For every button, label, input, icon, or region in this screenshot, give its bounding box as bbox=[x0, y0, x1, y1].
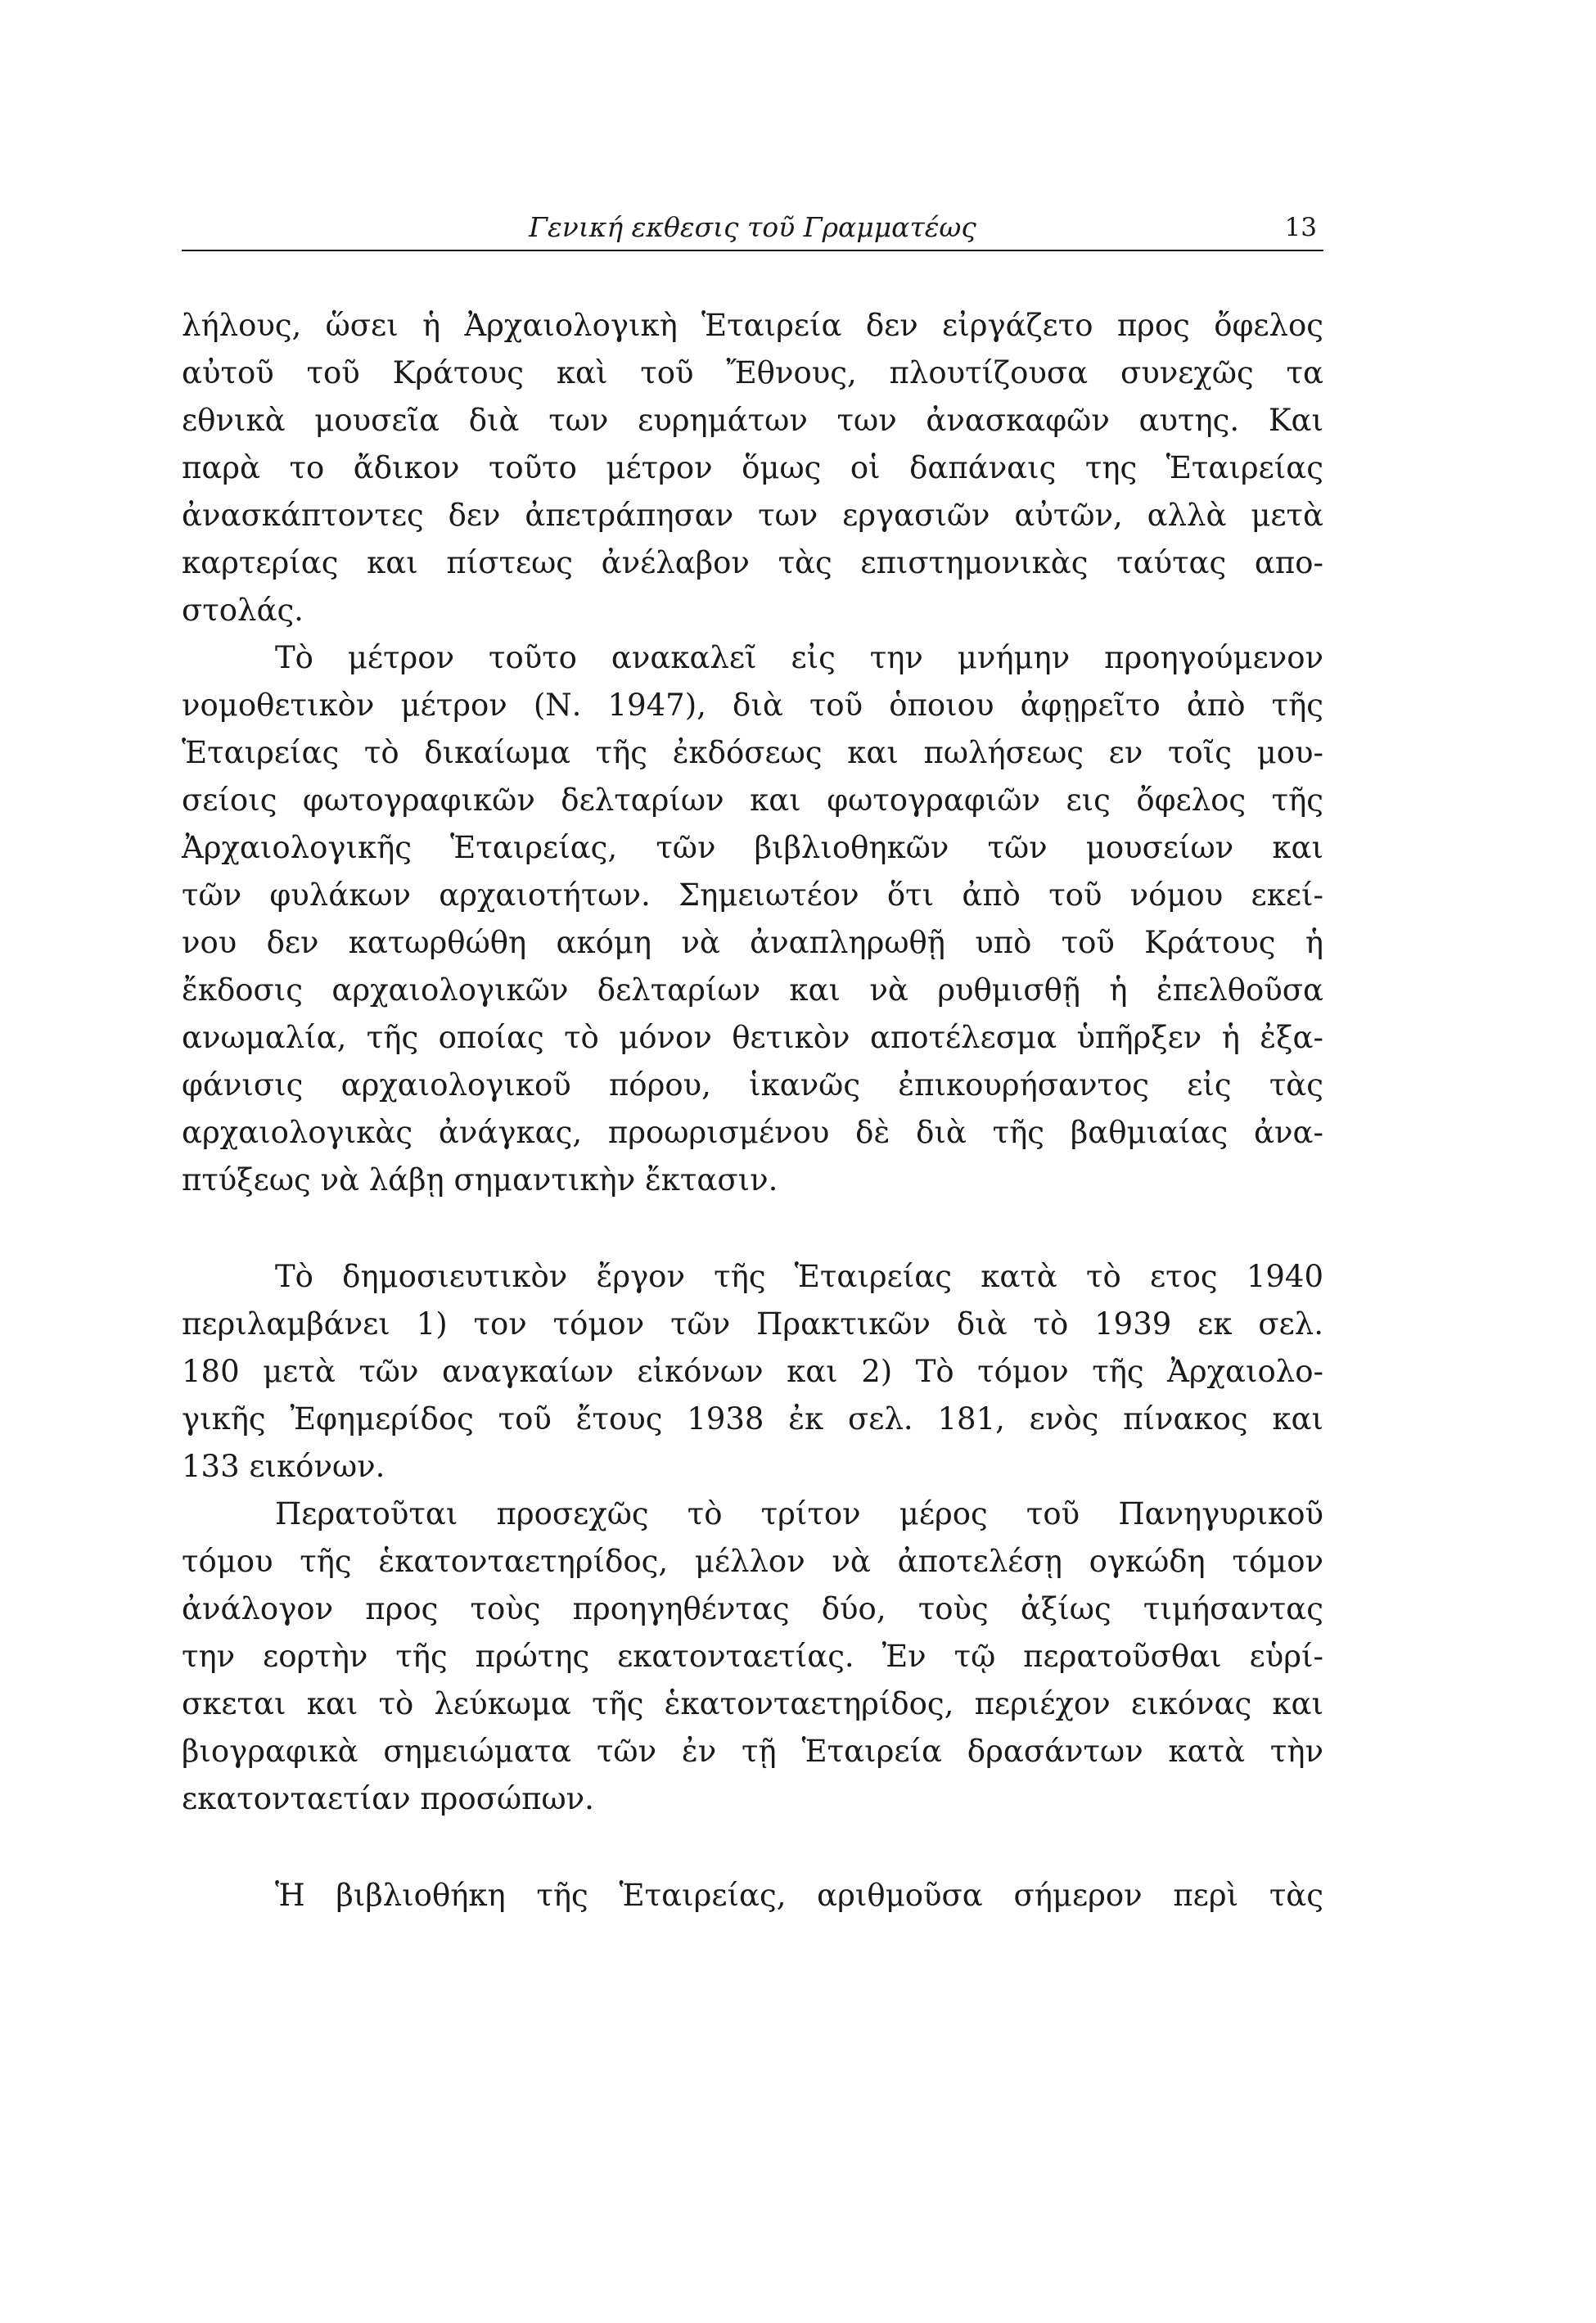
text-line: εκατονταετίαν προσώπων. bbox=[182, 1781, 594, 1816]
text-line: νου δεν κατωρθώθη ακόμη νὰ ἀναπληρωθῇ υπὸ τοῦ Κράτους ἡ bbox=[182, 925, 1323, 960]
text-line: σείοις φωτογραφικῶν δελταρίων και φωτογραφιῶν εις ὄφελος τῆς bbox=[182, 783, 1323, 818]
text-line: την εορτὴν τῆς πρώτης εκατονταετίας. Ἐν τῷ περατοῦσθαι εὑρί- bbox=[182, 1639, 1323, 1674]
text-line: 180 μετὰ τῶν αναγκαίων εἰκόνων και 2) Τὸ τόμον τῆς Ἀρχαιολο- bbox=[182, 1354, 1323, 1389]
text-line: ἔκδοσις αρχαιολογικῶν δελταρίων και νὰ ρυθμισθῇ ἡ ἐπελθοῦσα bbox=[182, 972, 1323, 1008]
text-line: στολάς. bbox=[182, 593, 304, 628]
text-line: περιλαμβάνει 1) τον τόμον τῶν Πρακτικῶν διὰ τὸ 1939 εκ σελ. bbox=[182, 1306, 1323, 1342]
text-line: 133 εικόνων. bbox=[182, 1449, 385, 1484]
text-line: τόμου τῆς ἑκατονταετηρίδος, μέλλον νὰ ἀποτελέσῃ ογκώδη τόμον bbox=[182, 1544, 1323, 1579]
text-line: Τὸ μέτρον τοῦτο ανακαλεῖ εἰς την μνήμην προηγούμενον bbox=[275, 640, 1323, 675]
text-line: νομοθετικὸν μέτρον (Ν. 1947), διὰ τοῦ ὁποιου ἀφῃρεῖτο ἀπὸ τῆς bbox=[182, 688, 1323, 723]
text-line: καρτερίας και πίστεως ἀνέλαβον τὰς επιστημονικὰς ταύτας απο- bbox=[182, 545, 1323, 580]
text-line: Τὸ δημοσιευτικὸν ἔργον τῆς Ἑταιρείας κατὰ τὸ ετος 1940 bbox=[275, 1259, 1323, 1294]
text-line: Ἑταιρείας τὸ δικαίωμα τῆς ἐκδόσεως και πωλήσεως εν τοῖς μου- bbox=[182, 735, 1323, 770]
text-line: ἀνασκάπτοντες δεν ἀπετράπησαν των εργασιῶν αὐτῶν, αλλὰ μετὰ bbox=[182, 498, 1323, 533]
running-header bbox=[182, 209, 1323, 251]
text-line: Περατοῦται προσεχῶς τὸ τρίτον μέρος τοῦ Πανηγυρικοῦ bbox=[275, 1496, 1323, 1531]
book-page bbox=[182, 209, 1323, 1919]
paragraph bbox=[182, 1253, 1323, 1491]
text-line: αρχαιολογικὰς ἀνάγκας, προωρισμένου δὲ διὰ τῆς βαθμιαίας ἀνα- bbox=[182, 1115, 1323, 1150]
text-line: λήλους, ὥσει ἡ Ἀρχαιολογικὴ Ἑταιρεία δεν εἰργάζετο προς ὄφελος bbox=[182, 308, 1323, 343]
text-line: Ἡ βιβλιοθήκη τῆς Ἑταιρείας, αριθμοῦσα σήμερον περὶ τὰς bbox=[275, 1878, 1323, 1913]
text-line: σκεται και τὸ λεύκωμα τῆς ἑκατονταετηρίδος, περιέχον εικόνας και bbox=[182, 1686, 1323, 1721]
text-line: φάνισις αρχαιολογικοῦ πόρου, ἱκανῶς ἐπικουρήσαντος εἰς τὰς bbox=[182, 1067, 1323, 1103]
text-line: τῶν φυλάκων αρχαιοτήτων. Σημειωτέον ὅτι ἀπὸ τοῦ νόμου εκεί- bbox=[182, 877, 1323, 913]
text-line: πτύξεως νὰ λάβῃ σημαντικὴν ἔκτασιν. bbox=[182, 1162, 778, 1198]
text-line: εθνικὰ μουσεῖα διὰ των ευρημάτων των ἀνασκαφῶν αυτης. Και bbox=[182, 403, 1323, 438]
paragraph bbox=[182, 302, 1323, 634]
text-line: Ἀρχαιολογικῆς Ἑταιρείας, τῶν βιβλιοθηκῶν τῶν μουσείων και bbox=[182, 830, 1323, 865]
text-line: αὐτοῦ τοῦ Κράτους καὶ τοῦ Ἔθνους, πλουτίζουσα συνεχῶς τα bbox=[182, 355, 1323, 390]
body-text bbox=[182, 302, 1323, 1919]
paragraph-gap bbox=[182, 1204, 1323, 1253]
text-line: παρὰ το ἄδικον τοῦτο μέτρον ὅμως οἱ δαπάναις της Ἑταιρείας bbox=[182, 450, 1323, 485]
text-line: ἀνάλογον προς τοὺς προηγηθέντας δύο, τοὺς ἀξίως τιμήσαντας bbox=[182, 1591, 1323, 1626]
text-line: γικῆς Ἐφημερίδος τοῦ ἔτους 1938 ἐκ σελ. 181, ενὸς πίνακος και bbox=[182, 1401, 1323, 1437]
paragraph bbox=[182, 634, 1323, 1204]
running-title: Γενική εκθεσις τοῦ Γραμματέως bbox=[529, 211, 976, 243]
paragraph bbox=[182, 1872, 1323, 1919]
paragraph bbox=[182, 1491, 1323, 1823]
paragraph-gap bbox=[182, 1823, 1323, 1872]
text-line: ανωμαλία, τῆς οποίας τὸ μόνον θετικὸν αποτέλεσμα ὑπῆρξεν ἡ ἐξα- bbox=[182, 1020, 1323, 1055]
text-line: βιογραφικὰ σημειώματα τῶν ἐν τῇ Ἑταιρεία δρασάντων κατὰ τὴν bbox=[182, 1734, 1323, 1769]
page-number: 13 bbox=[1284, 213, 1317, 242]
